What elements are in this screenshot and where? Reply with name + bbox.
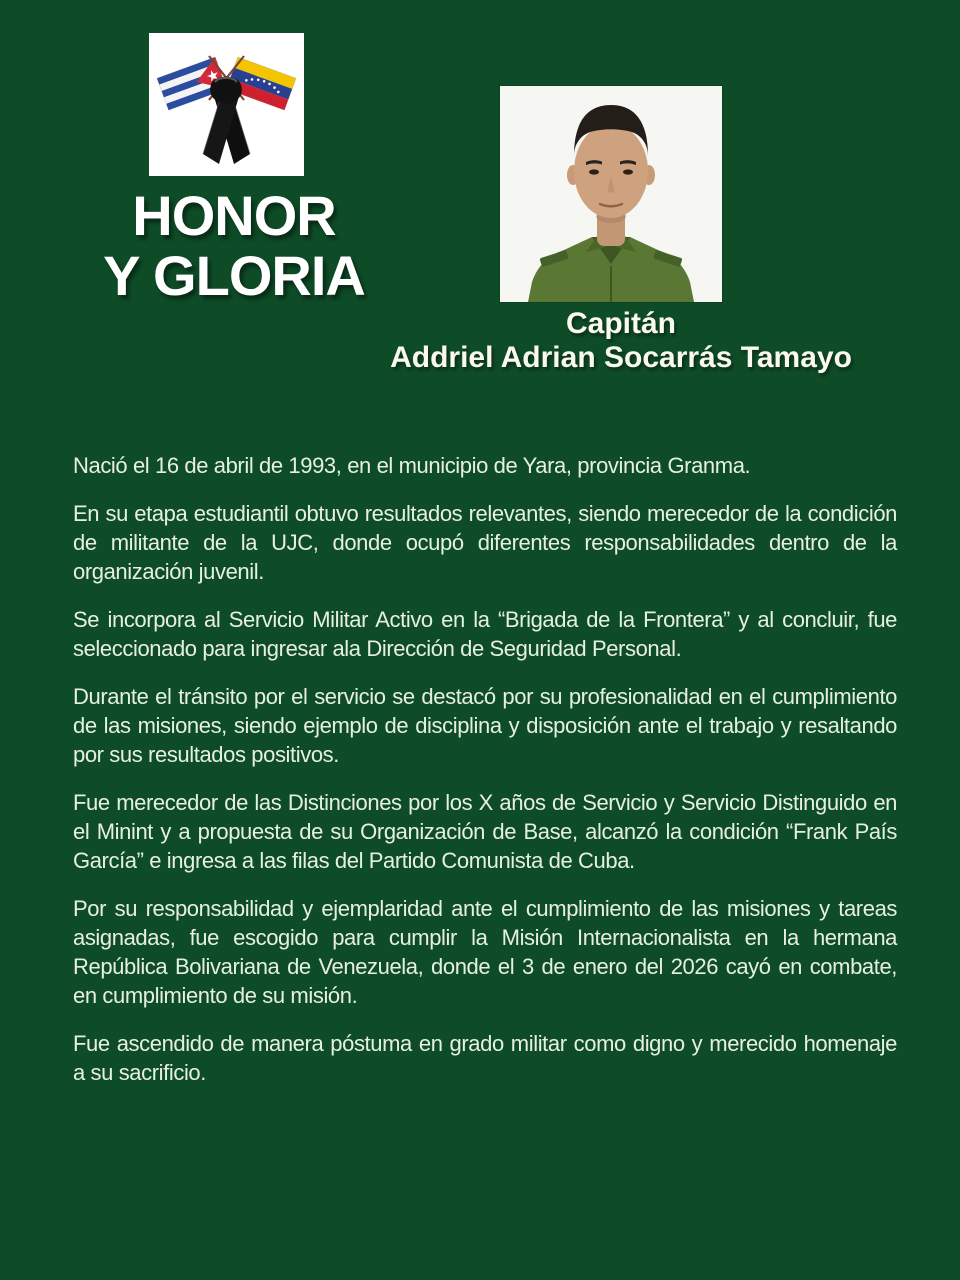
title-line-2: Y GLORIA (103, 244, 365, 307)
flags-ribbon-image (149, 33, 304, 176)
page-title (34, 186, 434, 306)
body-paragraph: Fue ascendido de manera póstuma en grado militar como digno y merecido homenaje a su sacrificio. (73, 1031, 897, 1085)
body-paragraph: En su etapa estudiantil obtuvo resultados relevantes, siendo merecedor de la condición de militante de la UJC, donde ocupó diferentes responsabilidades dentro de la organización juvenil. (73, 501, 897, 584)
officer-name: Addriel Adrian Socarrás Tamayo (390, 341, 852, 374)
photo-caption (340, 307, 902, 375)
body-paragraph: Por su responsabilidad y ejemplaridad ante el cumplimiento de las misiones y tareas asignadas, fue escogido para cumplir la Misión Internacionalista en la hermana República Bolivariana de Venezuela, donde el 3 de enero del 2026 cayó en combate, en cumplimiento de su misión. (73, 896, 897, 1008)
body-paragraph: Nació el 16 de abril de 1993, en el municipio de Yara, provincia Granma. (73, 453, 751, 478)
officer-portrait-illustration (500, 86, 722, 302)
title-line-1: HONOR (132, 184, 336, 247)
portrait-photo (500, 86, 722, 302)
biography-text (73, 451, 897, 1087)
cuba-venezuela-flags-mourning-ribbon-icon (149, 33, 304, 176)
body-paragraph: Se incorpora al Servicio Militar Activo en la “Brigada de la Frontera” y al concluir, fue seleccionado para ingresar ala Dirección de Seguridad Personal. (73, 607, 897, 661)
rank-label: Capitán (565, 307, 676, 340)
body-paragraph: Fue merecedor de las Distinciones por los X años de Servicio y Servicio Distinguido en el Minint y a propuesta de su Organización de Base, alcanzó la condición “Frank País García” e ingresa a las filas del Partido Comunista de Cuba. (73, 790, 897, 873)
body-paragraph: Durante el tránsito por el servicio se destacó por su profesionalidad en el cumplimiento de las misiones, siendo ejemplo de disciplina y disposición ante el trabajo y resaltando por sus resultados positivos. (73, 684, 897, 767)
face (574, 124, 648, 218)
